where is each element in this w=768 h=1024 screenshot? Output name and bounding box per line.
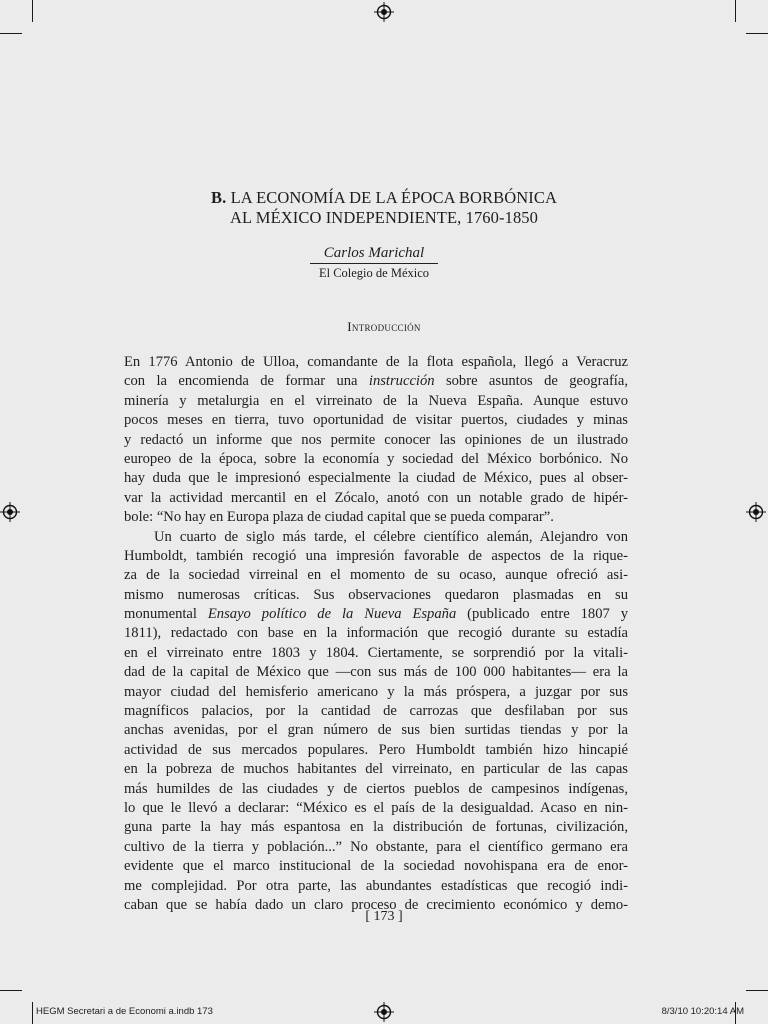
body-line: y redactó un informe que nos permite conocer las opiniones de un ilustrado [124,431,628,448]
body-line: evidente que el marco institucional de la sociedad novohispana era de enor- [124,858,628,875]
registration-mark-icon [374,1002,394,1022]
body-line: Humboldt, también recogió una impresión favorable de aspectos de la rique- [124,547,628,564]
body-line: con la encomienda de formar una instrucción sobre asuntos de geografía, [124,373,628,390]
registration-mark-icon [0,502,20,522]
crop-mark-icon [735,0,736,22]
chapter-heading-line-1 [120,188,648,208]
crop-mark-icon [746,990,768,991]
body-line: anchas avenidas, por el gran número de sus bien surtidas tiendas y por la [124,722,628,739]
body-line: mayor ciudad del hemisferio americano y la más próspera, a juzgar por sus [124,683,628,700]
body-line: más humildes de las ciudades y de ciertos pueblos de campesinos indígenas, [124,780,628,797]
body-line: mismo numerosas críticas. Sus observaciones quedaron plasmadas en su [124,586,628,603]
body-line: guna parte la hay más espantosa en la distribución de fortunas, civilización, [124,819,628,836]
body-line: var la actividad mercantil en el Zócalo, anotó con un notable grado de hipér- [124,489,628,506]
body-line: hay duda que le impresionó especialmente la ciudad de México, pues al obser- [124,470,628,487]
crop-mark-icon [746,33,768,34]
body-line: en la pobreza de muchos habitantes del virreinato, en particular de las capas [124,761,628,778]
italic-title: Ensayo político de la Nueva España [207,606,457,623]
body-line: me complejidad. Por otra parte, las abundantes estadísticas que recogió indi- [124,877,628,894]
italic-title: instrucción [368,373,435,390]
body-line: Un cuarto de siglo más tarde, el célebre científico alemán, Alejandro von [154,528,628,545]
body-line: lo que le llevó a declarar: “México es el país de la desigualdad. Acaso en nin- [124,799,628,816]
registration-mark-icon [374,2,394,22]
body-line: magníficos palacios, por la cantidad de carrozas que desfilaban por sus [124,703,628,720]
registration-mark-icon [746,502,766,522]
body-line: minería y metalurgia en el virreinato de la Nueva España. Aunque estuvo [124,392,628,409]
body-line: en el virreinato entre 1803 y 1804. Ciertamente, se sorprendió por la vitali- [124,644,628,661]
body-line: bole: “No hay en Europa plaza de ciudad capital que se pueda comparar”. [124,509,554,526]
author-affiliation: El Colegio de México [318,266,430,280]
crop-mark-icon [0,33,22,34]
body-line: En 1776 Antonio de Ulloa, comandante de la flota española, llegó a Veracruz [124,354,628,370]
body-line: za de la sociedad virreinal en el momento de su ocaso, aunque ofreció asi- [124,567,628,584]
slug-timestamp: 8/3/10 10:20:14 AM [661,1006,744,1017]
chapter-title-line-1: LA ECONOMÍA DE LA ÉPOCA BORBÓNICA [230,188,558,207]
body-line: caban que se había dado un claro proceso de crecimiento económico y demo- [124,896,628,913]
crop-mark-icon [32,1002,33,1024]
page-number: [ 173 ] [365,909,403,924]
body-line: dad de la capital de México que —con sus más de 100 000 habitantes— era la [124,664,628,681]
chapter-title-line-2: AL MÉXICO INDEPENDIENTE, 1760-1850 [230,208,538,227]
slug-filename: HEGM Secretari a de Economi a.indb 173 [36,1006,213,1017]
body-line: 1811), redactado con base en la información que recogió durante su estadía [124,625,628,642]
body-line: monumental Ensayo político de la Nueva España (publicado entre 1807 y [124,606,628,623]
crop-mark-icon [0,990,22,991]
author-rule [310,263,438,264]
body-line: pocos meses en tierra, tuvo oportunidad de visitar puertos, ciudades y minas [124,412,628,429]
author-name: Carlos Marichal [323,245,425,261]
section-title: Introducción [347,319,421,334]
body-line: cultivo de la tierra y población...” No obstante, para el científico germano era [124,838,628,855]
chapter-letter: B. [210,188,227,207]
body-line: actividad de sus mercados populares. Pero Humboldt también hizo hincapié [124,741,628,758]
author-block [310,244,438,281]
crop-mark-icon [32,0,33,22]
chapter-heading [120,188,648,228]
body-line: europeo de la época, sobre la economía y sociedad del México borbónico. No [124,450,628,467]
body-text [124,353,628,915]
